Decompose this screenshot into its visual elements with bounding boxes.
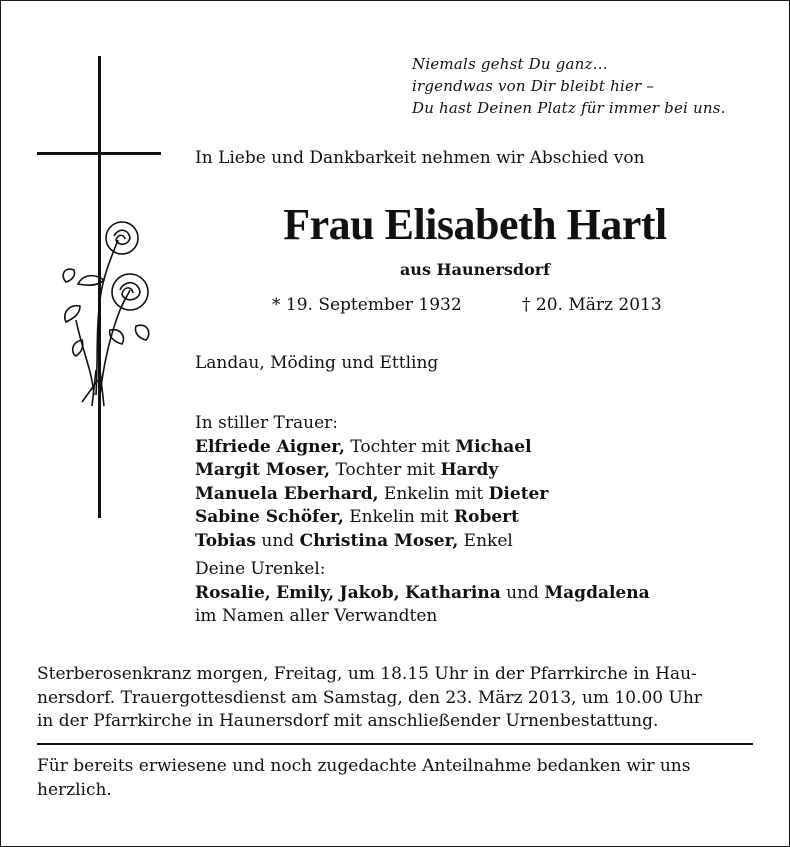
mourner-row: Margit Moser, Tochter mit Hardy xyxy=(195,460,499,480)
deceased-name: Frau Elisabeth Hartl xyxy=(283,200,667,249)
service-line-1: Sterberosenkranz morgen, Freitag, um 18.15 Uhr in der Pfarrkirche in Hau- xyxy=(37,664,697,684)
thanks-line-2: herzlich. xyxy=(37,779,112,800)
thanks-line-1: Für bereits erwiesene und noch zugedachte Anteilnahme bedanken wir uns xyxy=(37,756,691,776)
poem xyxy=(412,53,772,119)
urenkel-heading: Deine Urenkel: xyxy=(195,559,326,579)
poem-line-1: Niemals gehst Du ganz… xyxy=(412,55,608,73)
death-date: † 20. März 2013 xyxy=(522,295,662,315)
roses-icon xyxy=(52,210,152,410)
service-line-3: in der Pfarrkirche in Haunersdorf mit anschließender Urnenbestattung. xyxy=(37,711,659,731)
mourner-row: Manuela Eberhard, Enkelin mit Dieter xyxy=(195,483,549,504)
mourner-row: Sabine Schöfer, Enkelin mit Robert xyxy=(195,507,519,527)
poem-line-3: Du hast Deinen Platz für immer bei uns. xyxy=(412,99,726,117)
service-announcement xyxy=(37,663,759,734)
place-text: Landau, Möding und Ettling xyxy=(195,353,439,373)
intro-text: In Liebe und Dankbarkeit nehmen wir Abschied von xyxy=(195,148,645,168)
mourner-row: Elfriede Aigner, Tochter mit Michael xyxy=(195,436,532,457)
cross-icon-horizontal xyxy=(37,152,161,155)
poem-line-2: irgendwas von Dir bleibt hier – xyxy=(412,77,655,95)
thanks-text xyxy=(37,755,757,802)
urenkel-names: Rosalie, Emily, Jakob, Katharina und Magdalena xyxy=(195,582,650,603)
service-line-2: nersdorf. Trauergottesdienst am Samstag, den 23. März 2013, um 10.00 Uhr xyxy=(37,687,702,708)
birth-date: * 19. September 1932 xyxy=(272,295,462,315)
mourners-list xyxy=(195,412,548,553)
mourners-heading: In stiller Trauer: xyxy=(195,413,338,433)
urenkel-section xyxy=(195,558,650,629)
divider xyxy=(37,743,753,745)
relatives-text: im Namen aller Verwandten xyxy=(195,606,438,626)
origin-text: aus Haunersdorf xyxy=(399,260,551,279)
mourner-row: Tobias und Christina Moser, Enkel xyxy=(195,530,513,551)
